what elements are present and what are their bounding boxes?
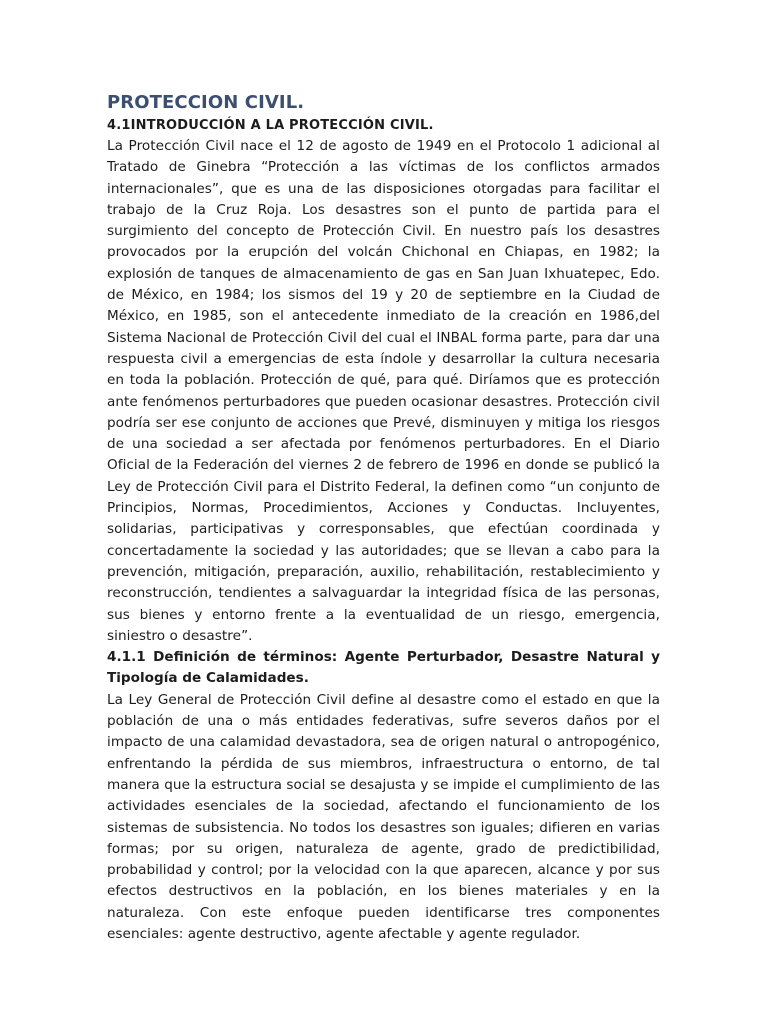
paragraph-definitions: La Ley General de Protección Civil define al desastre como el estado en que la población de una o más entidades federativas, sufre severos daños por el impacto de una calamidad devastadora, sea de origen natural o antropogénico, enfrentando la pérdida de sus miembros, infraestructura o entorno, de tal manera que la estructura social se desajusta y se impide el cumplimiento de las actividades esenciales de la sociedad, afectando el funcionamiento de los sistemas de subsistencia. No todos los desastres son iguales; difieren en varias formas; por su origen, naturaleza de agente, grado de predictibilidad, probabilidad y control; por la velocidad con la que aparecen, alcance y por sus efectos destructivos en la población, en los bienes materiales y en la naturaleza. Con este enfoque pueden identificarse tres componentes esenciales: agente destructivo, agente afectable y agente regulador. <box>107 691 660 942</box>
document-title: PROTECCION CIVIL. <box>107 92 305 113</box>
section-heading: 4.1INTRODUCCIÓN A LA PROTECCIÓN CIVIL. <box>107 118 434 133</box>
paragraph-introduction: La Protección Civil nace el 12 de agosto de 1949 en el Protocolo 1 adicional al Tratado de Ginebra “Protección a las víctimas de los conflictos armados internacionales”, que es una de las disposiciones otorgadas para facilitar el trabajo de la Cruz Roja. Los desastres son el punto de partida para el surgimiento del concepto de Protección Civil. En nuestro país los desastres provocados por la erupción del volcán Chichonal en Chiapas, en 1982; la explosión de tanques de almacenamiento de gas en San Juan Ixhuatepec, Edo. de México, en 1984; los sismos del 19 y 20 de septiembre en la Ciudad de México, en 1985, son el antecedente inmediato de la creación en 1986,del Sistema Nacional de Protección Civil del cual el INBAL forma parte, para dar una respuesta civil a emergencias de esta índole y desarrollar la cultura necesaria en toda la población. Protección de qué, para qué. Diríamos que es protección ante fenómenos perturbadores que pueden ocasionar desastres. Protección civil podría ser ese conjunto de acciones que Prevé, disminuyen y mitiga los riesgos de una sociedad a ser afectada por fenómenos perturbadores. En el Diario Oficial de la Federación del viernes 2 de febrero de 1996 en donde se publicó la Ley de Protección Civil para el Distrito Federal, la definen como “un conjunto de Principios, Normas, Procedimientos, Acciones y Conductas. Incluyentes, solidarias, participativas y corresponsables, que efectúan coordinada y concertadamente la sociedad y las autoridades; que se llevan a cabo para la prevención, mitigación, preparación, auxilio, rehabilitación, restablecimiento y reconstrucción, tendientes a salvaguardar la integridad física de las personas, sus bienes y entorno frente a la eventualidad de un riesgo, emergencia, siniestro o desastre”. <box>107 138 660 644</box>
subsection-heading: 4.1.1 Definición de términos: Agente Perturbador, Desastre Natural y Tipología de Calamidades. <box>107 649 660 687</box>
